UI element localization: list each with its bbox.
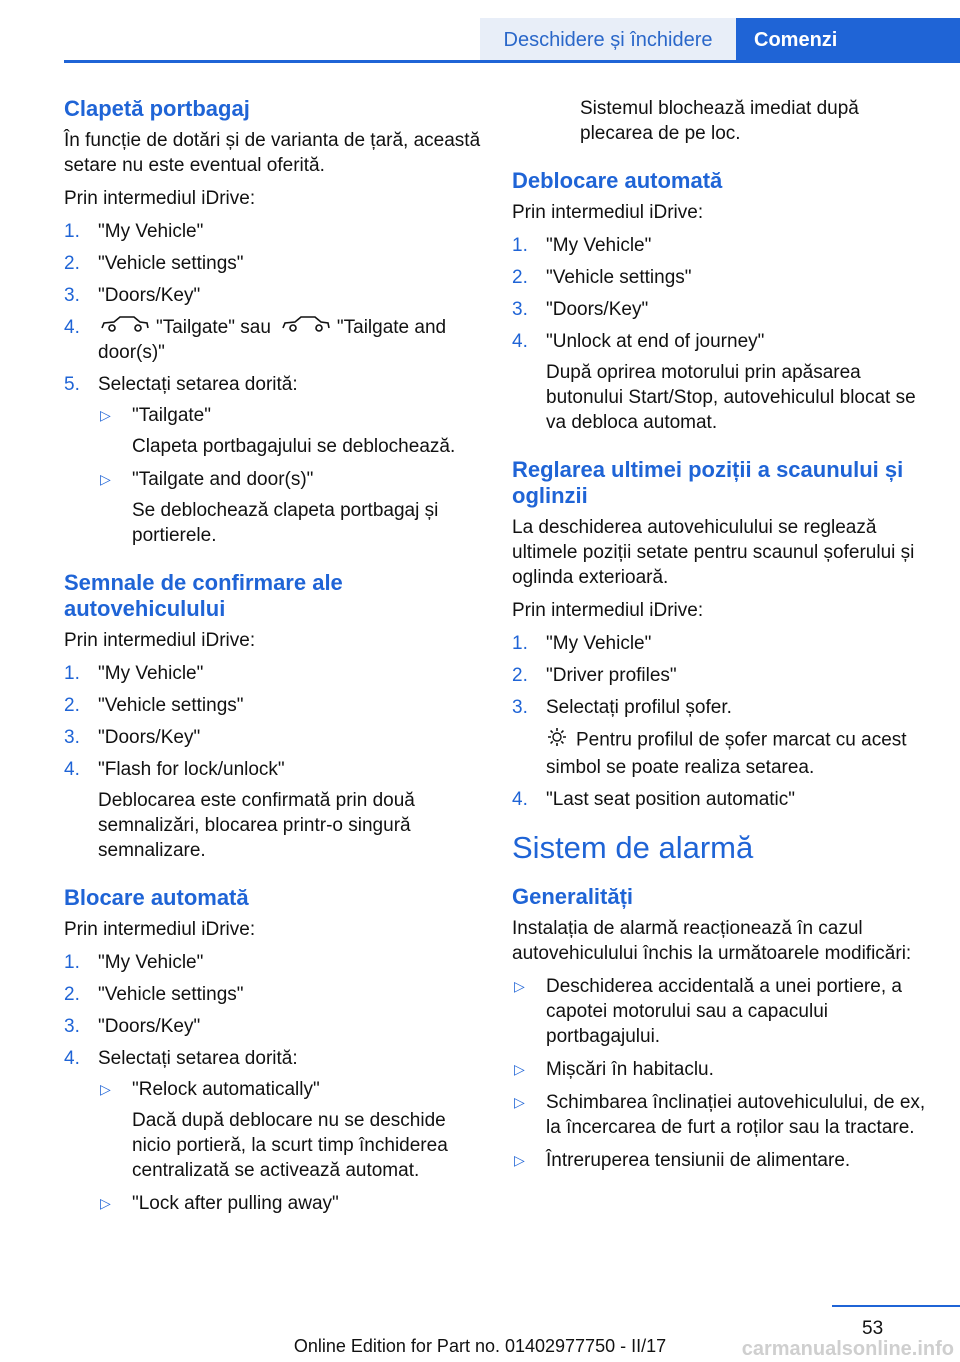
paragraph: Prin intermediul iDrive: [64, 630, 256, 652]
list-item: ▷ Schimbarea înclinației autovehiculului, de ex, la încercarea de furt a roților sau la tractare. [514, 1092, 926, 1138]
section-title-auto-lock: Blocare automată [64, 885, 249, 911]
list-item: ▷ Întreruperea tensiunii de alimentare. [514, 1150, 851, 1171]
paragraph: La deschiderea autovehiculului se reglează ultimele poziții setate pentru scaunul șoferului și oglinda exterioară. [512, 517, 915, 588]
paragraph: În funcție de dotări și de varianta de țară, această setare nu este eventual oferită. [64, 130, 481, 176]
step-list [512, 233, 932, 435]
watermark: carmanualsonline.info [741, 1338, 954, 1360]
paragraph: Instalația de alarmă reacționează în cazul autovehiculului închis la următoarele modificări: [512, 918, 912, 964]
list-item: 5. Selectați setarea dorită: ▷ "Tailgate" Clapeta portbagajului se deblochează. ▷ "Tailgate and door(s)" Se deblochează clapeta portbagaj și portierele. [64, 372, 484, 548]
list-item: 4. "Unlock at end of journey" După oprirea motorului prin apăsarea butonului Start/Stop, autovehiculul blocat se va debloca automat. [512, 331, 916, 433]
chapter-heading-alarm: Sistem de alarmă [512, 830, 754, 865]
section-title-seat-mirror: Reglarea ultimei poziții a scaunului și oglinzii [512, 457, 904, 508]
list-item: ▷ "Tailgate" Clapeta portbagajului se deblochează. [100, 405, 456, 458]
step-list [64, 219, 484, 548]
list-item: 3. "Doors/Key" [64, 727, 201, 749]
triangle-bullet-icon: ▷ [514, 1152, 525, 1168]
step-list [512, 631, 932, 812]
list-item: 2. "Vehicle settings" [512, 267, 692, 288]
right-column [512, 96, 932, 1181]
paragraph: Prin intermediul iDrive: [64, 919, 256, 941]
list-item: 1. "My Vehicle" [64, 952, 204, 974]
footer-rule [832, 1305, 960, 1307]
list-item: 1. "My Vehicle" [64, 663, 204, 685]
page-number: 53 [862, 1318, 884, 1339]
list-item: 1. "My Vehicle" [512, 235, 652, 256]
list-item: 1. "My Vehicle" [64, 221, 204, 242]
paragraph: Prin intermediul iDrive: [512, 202, 704, 223]
list-item: 2. "Vehicle settings" [64, 695, 244, 717]
list-item: 4. "Last seat position automatic" [512, 789, 796, 810]
footer-edition: Online Edition for Part no. 01402977750 - II/17 [293, 1336, 667, 1356]
list-item: ▷ "Relock automatically" Dacă după deblocare nu se deschide nicio portieră, la scurt timp închiderea centralizată se activează automat. [100, 1079, 448, 1182]
list-item: ▷ Deschiderea accidentală a unei portiere, a capotei motorului sau a capacului portbagajului. [514, 976, 902, 1047]
alarm-trigger-list [512, 974, 932, 1173]
paragraph: Prin intermediul iDrive: [512, 600, 704, 621]
car-tailgate-door-icon [281, 315, 331, 340]
list-item: 4. Selectați setarea dorită: ▷ "Relock automatically" Dacă după deblocare nu se deschide nicio portieră, la scurt timp închiderea centralizată se activează automat. ▷ "Lock after pulling away" [64, 1046, 484, 1216]
list-item: 2. "Vehicle settings" [64, 253, 244, 274]
triangle-bullet-icon: ▷ [100, 1081, 111, 1098]
list-item: 2. "Driver profiles" [512, 665, 677, 686]
triangle-bullet-icon: ▷ [514, 1094, 525, 1110]
header-chapter: Comenzi [736, 18, 960, 62]
list-item: 4. "Flash for lock/unlock" Deblocarea este confirmată prin două semnalizări, blocarea printr-o singură semnalizare. [64, 759, 415, 862]
triangle-bullet-icon: ▷ [514, 1061, 525, 1077]
section-title-auto-unlock: Deblocare automată [512, 168, 723, 193]
section-title-tailgate: Clapetă portbagaj [64, 96, 250, 121]
list-item: 1. "My Vehicle" [512, 633, 652, 654]
triangle-bullet-icon: ▷ [100, 407, 111, 424]
left-column [64, 96, 484, 1224]
list-item: 3. Selectați profilul șofer. Pentru profilul de șofer marcat cu acest simbol se poate realiza setarea. [512, 697, 907, 778]
gear-icon [546, 726, 568, 755]
step-list [64, 950, 484, 1216]
list-item: ▷ "Lock after pulling away" [100, 1193, 339, 1215]
paragraph: Prin intermediul iDrive: [64, 188, 256, 209]
option-list [98, 1077, 484, 1216]
list-item: 3. "Doors/Key" [64, 1016, 201, 1038]
list-item: 2. "Vehicle settings" [64, 984, 244, 1006]
section-title-confirmation: Semnale de confirmare ale autovehiculului [64, 570, 343, 622]
list-item: 4. "Tailgate" sau "Tailgate and door(s)" [64, 317, 447, 364]
header-rule [64, 60, 960, 63]
option-list [98, 403, 484, 548]
list-item: ▷ Mișcări în habitaclu. [514, 1059, 714, 1080]
continued-text: Sistemul blochează imediat după plecarea de pe loc. [580, 98, 859, 144]
list-item: 3. "Doors/Key" [64, 285, 201, 306]
section-title-general: Generalități [512, 884, 634, 909]
step-list [64, 661, 484, 863]
header-section: Deschidere și închidere [480, 18, 736, 62]
list-item: 3. "Doors/Key" [512, 299, 649, 320]
list-item: ▷ "Tailgate and door(s)" Se deblochează clapeta portbagaj și portierele. [100, 469, 439, 547]
triangle-bullet-icon: ▷ [514, 978, 525, 994]
car-tailgate-icon [100, 315, 150, 340]
triangle-bullet-icon: ▷ [100, 1195, 111, 1212]
triangle-bullet-icon: ▷ [100, 471, 111, 488]
